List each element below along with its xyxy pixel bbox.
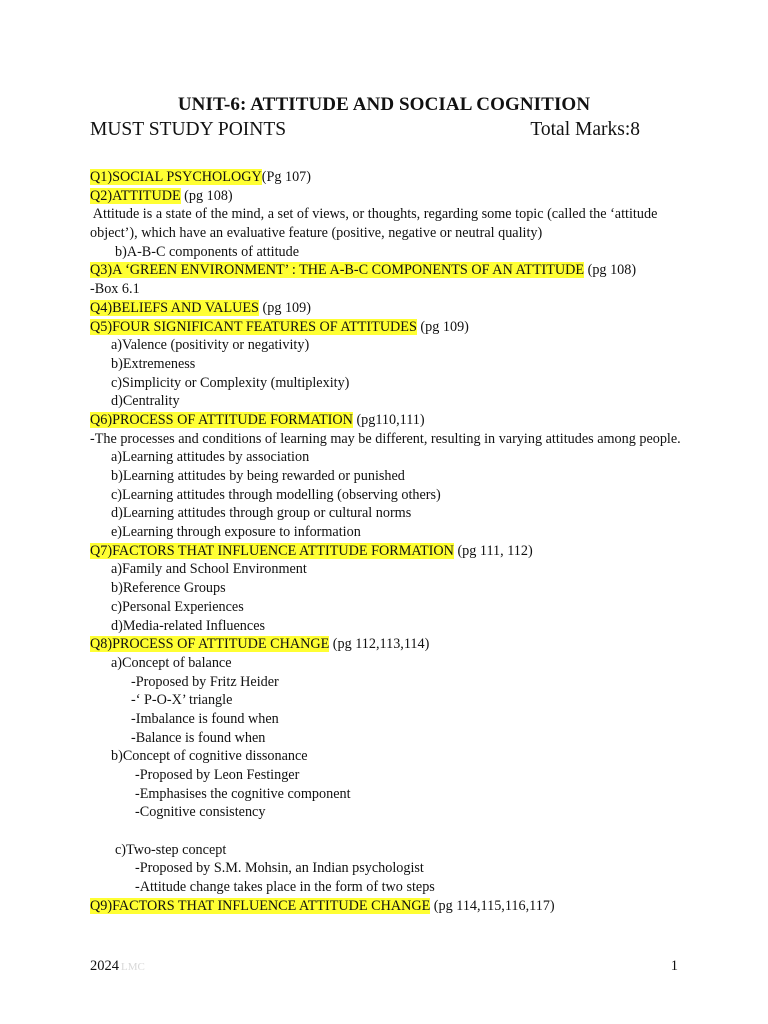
page-ref: (pg110,111)	[352, 411, 425, 428]
sub-point: d)Centrality	[111, 393, 180, 410]
detail-point: -Balance is found when	[131, 729, 266, 746]
detail-point: -‘ P-O-X’ triangle	[131, 692, 233, 709]
must-study-label: MUST STUDY POINTS	[90, 119, 287, 140]
total-marks-label: Total Marks:8	[530, 119, 640, 140]
page-ref: (pg 114,115,116,117)	[430, 897, 555, 914]
page-ref: (pg 112,113,114)	[329, 636, 430, 653]
detail-point: -Emphasises the cognitive component	[135, 785, 351, 802]
sub-point: c)Simplicity or Complexity (multiplexity)	[111, 374, 350, 391]
faint-watermark: LMC	[121, 961, 145, 973]
question-list	[90, 168, 690, 916]
page-ref: (Pg 107)	[261, 169, 311, 185]
sub-point: c)Two-step concept	[115, 841, 227, 858]
question-title: Q8)PROCESS OF ATTITUDE CHANGE	[90, 636, 330, 653]
page-ref: (pg 109)	[416, 318, 469, 335]
detail-point: -Proposed by S.M. Mohsin, an Indian psychologist	[135, 860, 424, 877]
unit-title: UNIT-6: ATTITUDE AND SOCIAL COGNITION	[177, 94, 591, 115]
page-ref: (pg 109)	[258, 299, 311, 316]
sub-point: a)Concept of balance	[111, 654, 232, 671]
body-text: Attitude is a state of the mind, a set of views, or thoughts, regarding some topic (called the ‘attitude	[90, 206, 658, 223]
sub-point: a)Learning attitudes by association	[111, 449, 310, 466]
question-heading	[90, 411, 690, 430]
detail-point: -Proposed by Fritz Heider	[131, 673, 279, 690]
question-heading	[90, 187, 690, 206]
question-title: Q4)BELIEFS AND VALUES	[90, 299, 259, 316]
question-heading	[90, 168, 690, 187]
question-heading	[90, 299, 690, 318]
detail-point: -Attitude change takes place in the form of two steps	[135, 879, 435, 896]
sub-point: c)Learning attitudes through modelling (observing others)	[111, 486, 441, 503]
page-ref: (pg 111, 112)	[453, 542, 533, 559]
sub-point: e)Learning through exposure to information	[111, 524, 361, 541]
sub-point: a)Valence (positivity or negativity)	[111, 337, 310, 354]
question-title: Q2)ATTITUDE	[90, 187, 181, 204]
detail-point: -Imbalance is found when	[131, 710, 279, 727]
sub-point: d)Learning attitudes through group or cultural norms	[111, 505, 412, 522]
detail-point: -Cognitive consistency	[135, 804, 266, 821]
blank-line	[90, 822, 690, 841]
sub-point: b)Concept of cognitive dissonance	[111, 748, 308, 765]
body-text: -The processes and conditions of learning may be different, resulting in varying attitudes among people.	[90, 430, 681, 447]
sub-point: b)Learning attitudes by being rewarded or punished	[111, 468, 405, 484]
question-title: Q9)FACTORS THAT INFLUENCE ATTITUDE CHANGE	[90, 897, 431, 914]
page-number: 1	[670, 958, 678, 974]
question-title: Q1)SOCIAL PSYCHOLOGY	[90, 169, 262, 185]
footer-year	[90, 958, 145, 975]
question-title: Q3)A ‘GREEN ENVIRONMENT’ : THE A-B-C COMPONENTS OF AN ATTITUDE	[90, 262, 585, 279]
sub-point: d)Media-related Influences	[111, 617, 266, 634]
question-title: Q7)FACTORS THAT INFLUENCE ATTITUDE FORMATION	[90, 542, 454, 559]
question-title: Q6)PROCESS OF ATTITUDE FORMATION	[90, 411, 353, 428]
sub-point: c)Personal Experiences	[111, 598, 244, 615]
page-ref: (pg 108)	[180, 187, 233, 204]
question-heading	[90, 261, 690, 280]
question-title: Q5)FOUR SIGNIFICANT FEATURES OF ATTITUDES	[90, 318, 417, 335]
page-ref: (pg 108)	[584, 262, 637, 279]
sub-point: a)Family and School Environment	[111, 561, 307, 578]
question-heading	[90, 542, 690, 561]
sub-point: b)A-B-C components of attitude	[115, 243, 300, 260]
subheader	[90, 119, 640, 141]
sub-point: b)Reference Groups	[111, 580, 226, 597]
question-heading	[90, 318, 690, 337]
year-text: 2024	[90, 958, 119, 974]
detail-point: -Proposed by Leon Festinger	[135, 767, 300, 783]
body-text: object’), which have an evaluative feature (positive, negative or neutral quality)	[90, 225, 543, 242]
question-heading	[90, 897, 690, 916]
question-heading	[90, 635, 690, 654]
sub-point: b)Extremeness	[111, 355, 196, 372]
body-text: -Box 6.1	[90, 281, 140, 298]
